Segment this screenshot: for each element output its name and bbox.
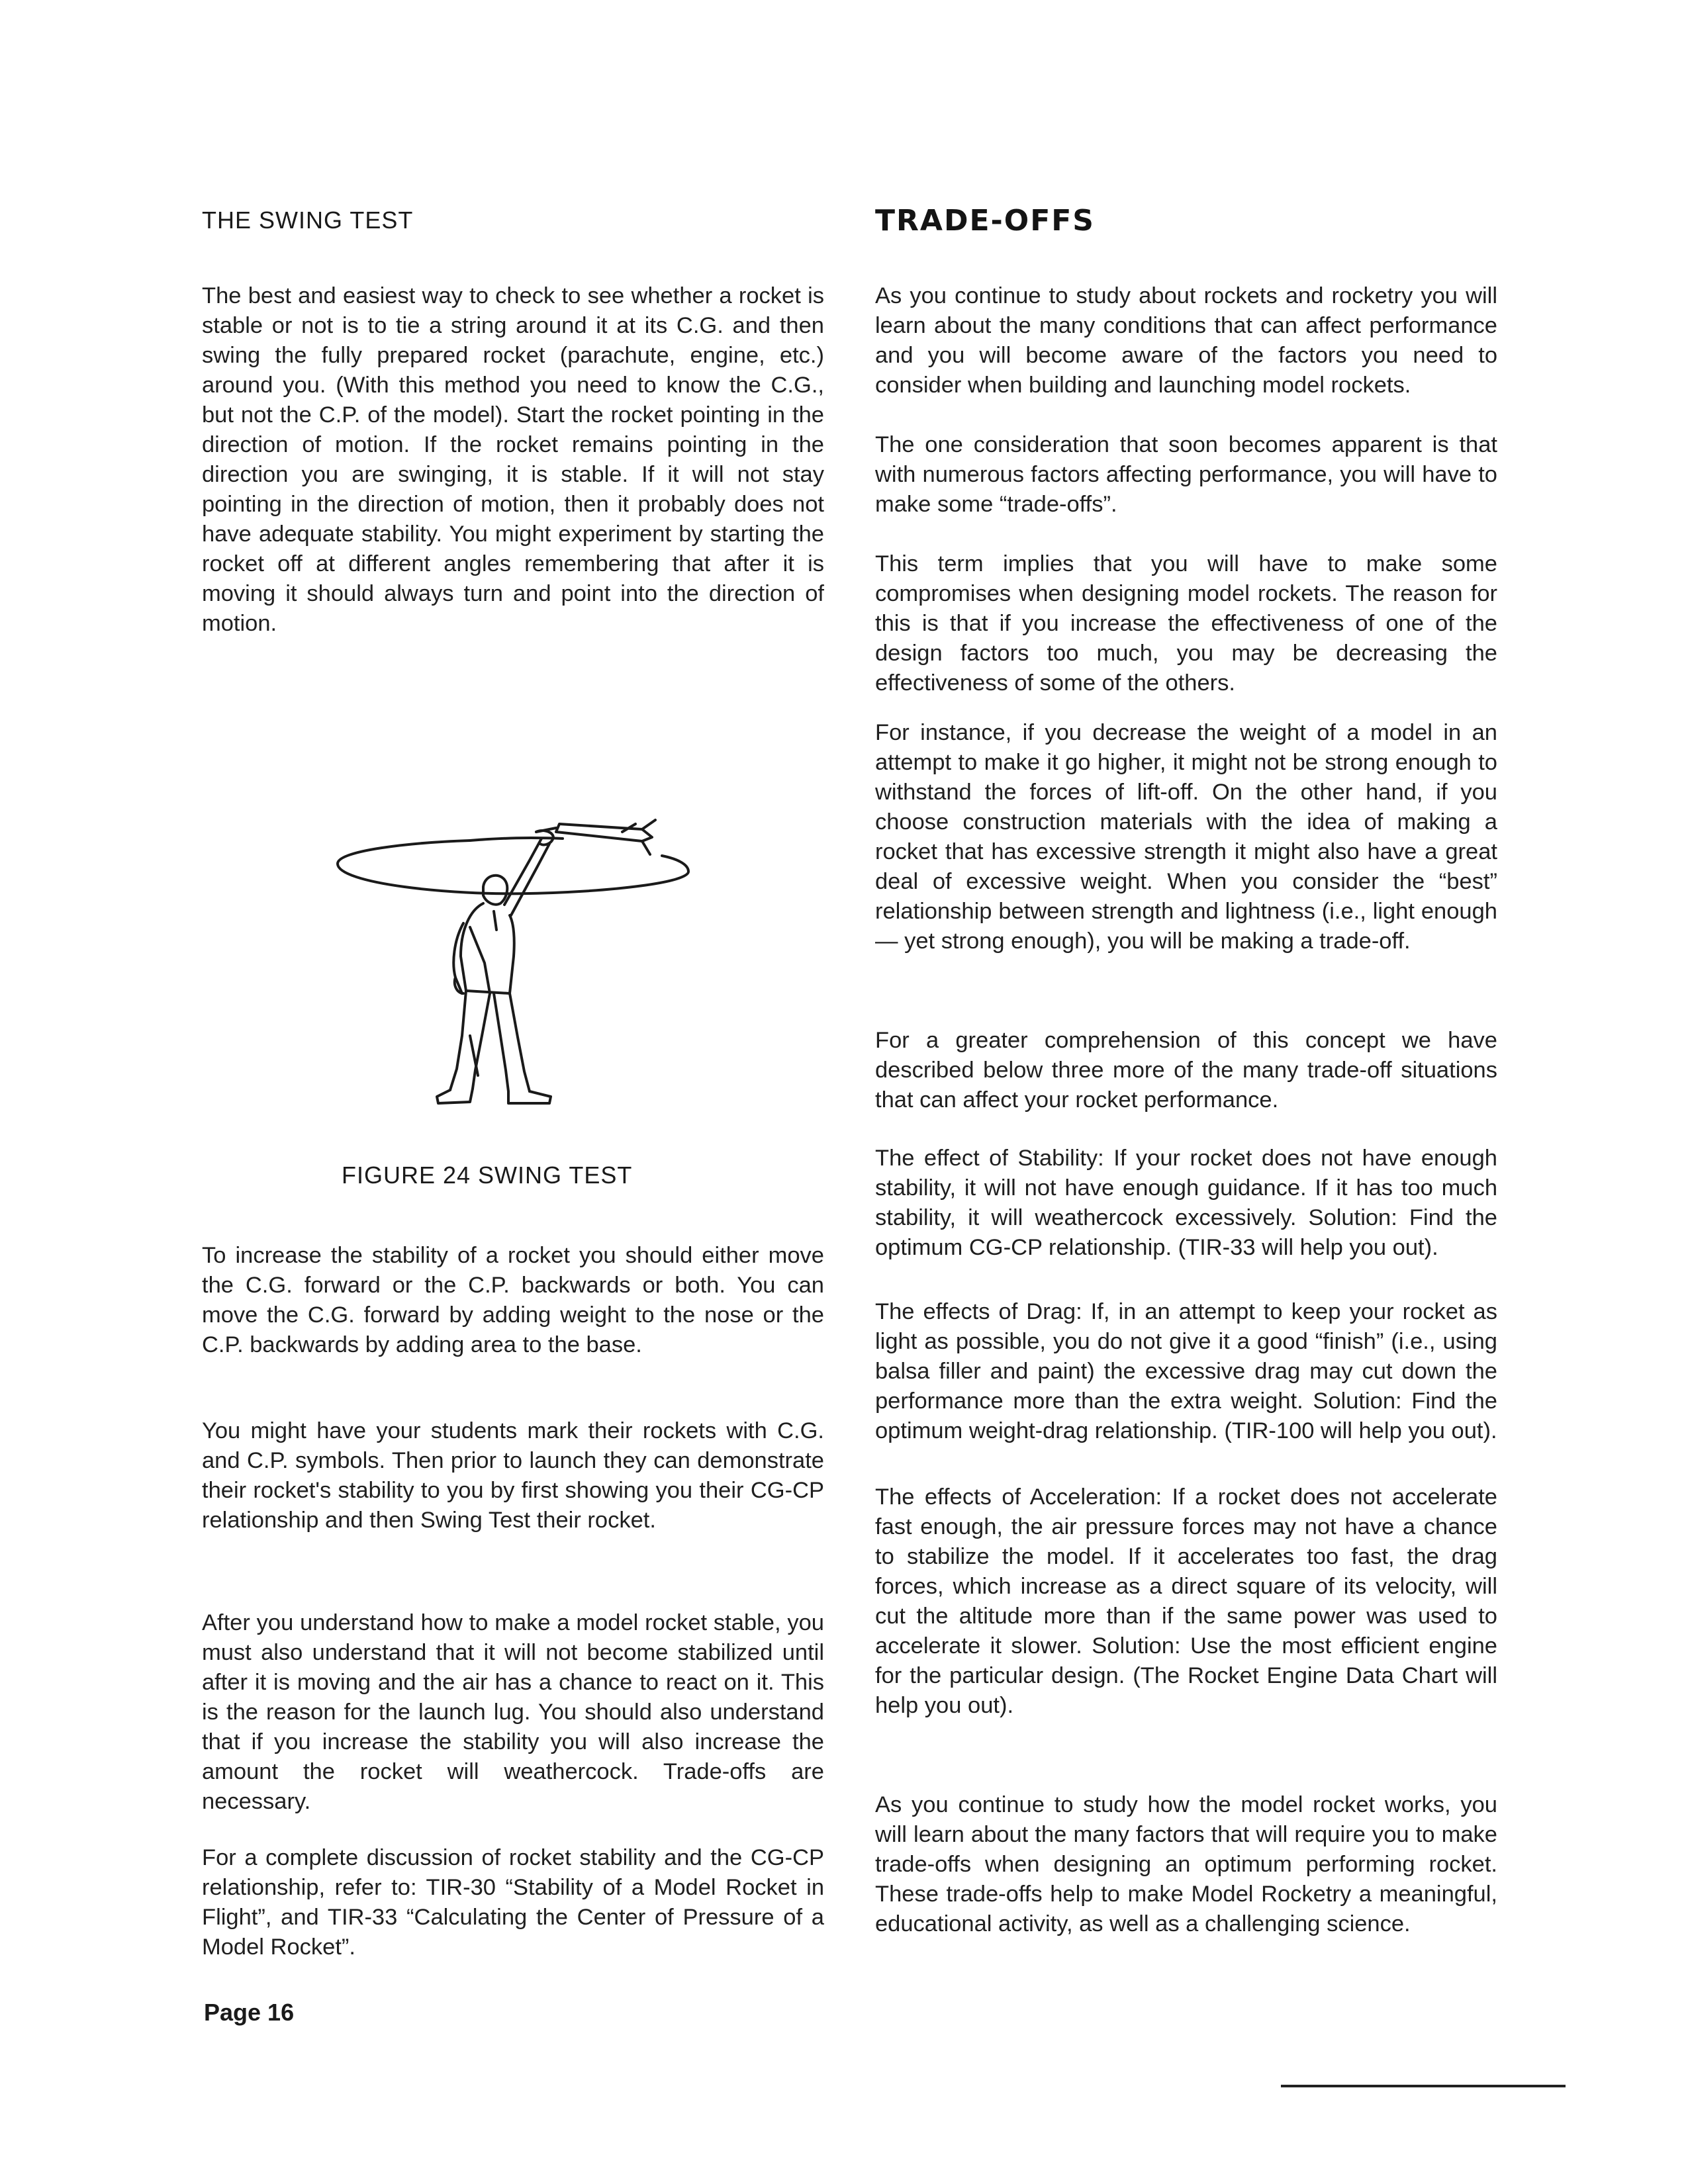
paragraph-greater-comprehension: For a greater comprehension of this concept we have described below three more of the many trade-off situations that can affect your rocket performance. (875, 1028, 1497, 1113)
figure-caption: FIGURE 24 SWING TEST (342, 1161, 633, 1189)
footer-rule (1281, 2085, 1566, 2087)
paragraph-effects-of-drag: The effects of Drag: If, in an attempt to keep your rocket as light as possible, you do not give it a good “finish” (i.e., using balsa filler and paint) the excessive drag may cut down the performance more than the extra weight. Solution: Find the optimum weight-drag relationship. (TIR-100 will help you out). (875, 1299, 1497, 1443)
paragraph-students-mark: You might have your students mark their rockets with C.G. and C.P. symbols. Then prior to launch they can demonstrate their rocket's stability to you by first showing you their CG-CP relationship and then Swing Test their rocket. (202, 1418, 824, 1533)
paragraph-effect-of-stability: The effect of Stability: If your rocket does not have enough stability, it will not have enough guidance. If it has too much stability, it will weathercock excessively. Solution: Find the optimum CG-CP relationship. (TIR-33 will help you out). (875, 1146, 1497, 1260)
page-number: Page 16 (204, 1999, 295, 2026)
paragraph-effects-of-acceleration: The effects of Acceleration: If a rocket does not accelerate fast enough, the air pressure forces may not have a chance to stabilize the model. If it accelerates too fast, the drag forces, which increase as a direct square of its velocity, will cut the altitude more than if the same power was used to accelerate it slower. Solution: Use the most efficient engine for the particular design. (The Rocket Engine Data Chart will help you out). (875, 1484, 1497, 1718)
paragraph-for-instance: For instance, if you decrease the weight of a model in an attempt to make it go higher, it might not be strong enough to withstand the forces of lift-off. On the other hand, if you choose construction materials with the idea of making a rocket that has excessive strength it might also have a great deal of excessive weight. When you consider the “best” relationship between strength and lightness (i.e., light enough — yet strong enough), you will be making a trade-off. (875, 720, 1497, 954)
paragraph-swing-test-intro: The best and easiest way to check to see whether a rocket is stable or not is to tie a string around it at its C.G. and then swing the fully prepared rocket (parachute, engine, etc.) around you. (With this method you need to know the C.G., but not the C.P. of the model). Start the rocket pointing in the direction of motion. If the rocket remains pointing in the direction you are swinging, it is stable. If it will not stay pointing in the direction of motion, then it probably does not have adequate stability. You might experiment by starting the rocket off at different angles remembering that after it is moving it should always turn and point into the direction of motion. (202, 283, 824, 636)
paragraph-one-consideration: The one consideration that soon becomes apparent is that with numerous factors affecting performance, you will have to make some “trade-offs”. (875, 432, 1497, 517)
swing-test-illustration-icon (331, 797, 702, 1109)
paragraph-increase-stability: To increase the stability of a rocket you should either move the C.G. forward or the C.P. backwards or both. You can move the C.G. forward by adding weight to the nose or the C.P. backwards by adding area to the base. (202, 1243, 824, 1357)
paragraph-stabilized-after-moving: After you understand how to make a model rocket stable, you must also understand that it will not become stabilized until after it is moving and the air has a chance to react on it. This is the reason for the launch lug. You should also understand that if you increase the stability you will also increase the amount the rocket will weathercock. Trade-offs are necessary. (202, 1610, 824, 1814)
paragraph-continue-to-study: As you continue to study how the model rocket works, you will learn about the many factors that will require you to make trade-offs when designing an optimum performing rocket. These trade-offs help to make Model Rocketry a meaningful, educational activity, as well as a challenging science. (875, 1792, 1497, 1936)
paragraph-trade-offs-intro: As you continue to study about rockets and rocketry you will learn about the many conditions that can affect performance and you will become aware of the factors you need to consider when building and launching model rockets. (875, 283, 1497, 398)
paragraph-compromises: This term implies that you will have to make some compromises when designing model rockets. The reason for this is that if you increase the effectiveness of one of the design factors too much, you may be decreasing the effectiveness of some of the others. (875, 551, 1497, 696)
paragraph-further-reading: For a complete discussion of rocket stability and the CG-CP relationship, refer to: TIR-30 “Stability of a Model Rocket in Flight”, and TIR-33 “Calculating the Center of Pressure of a Model Rocket”. (202, 1845, 824, 1960)
section-heading-trade-offs: TRADE-OFFS (875, 204, 1095, 238)
section-heading-swing-test: THE SWING TEST (202, 206, 414, 234)
